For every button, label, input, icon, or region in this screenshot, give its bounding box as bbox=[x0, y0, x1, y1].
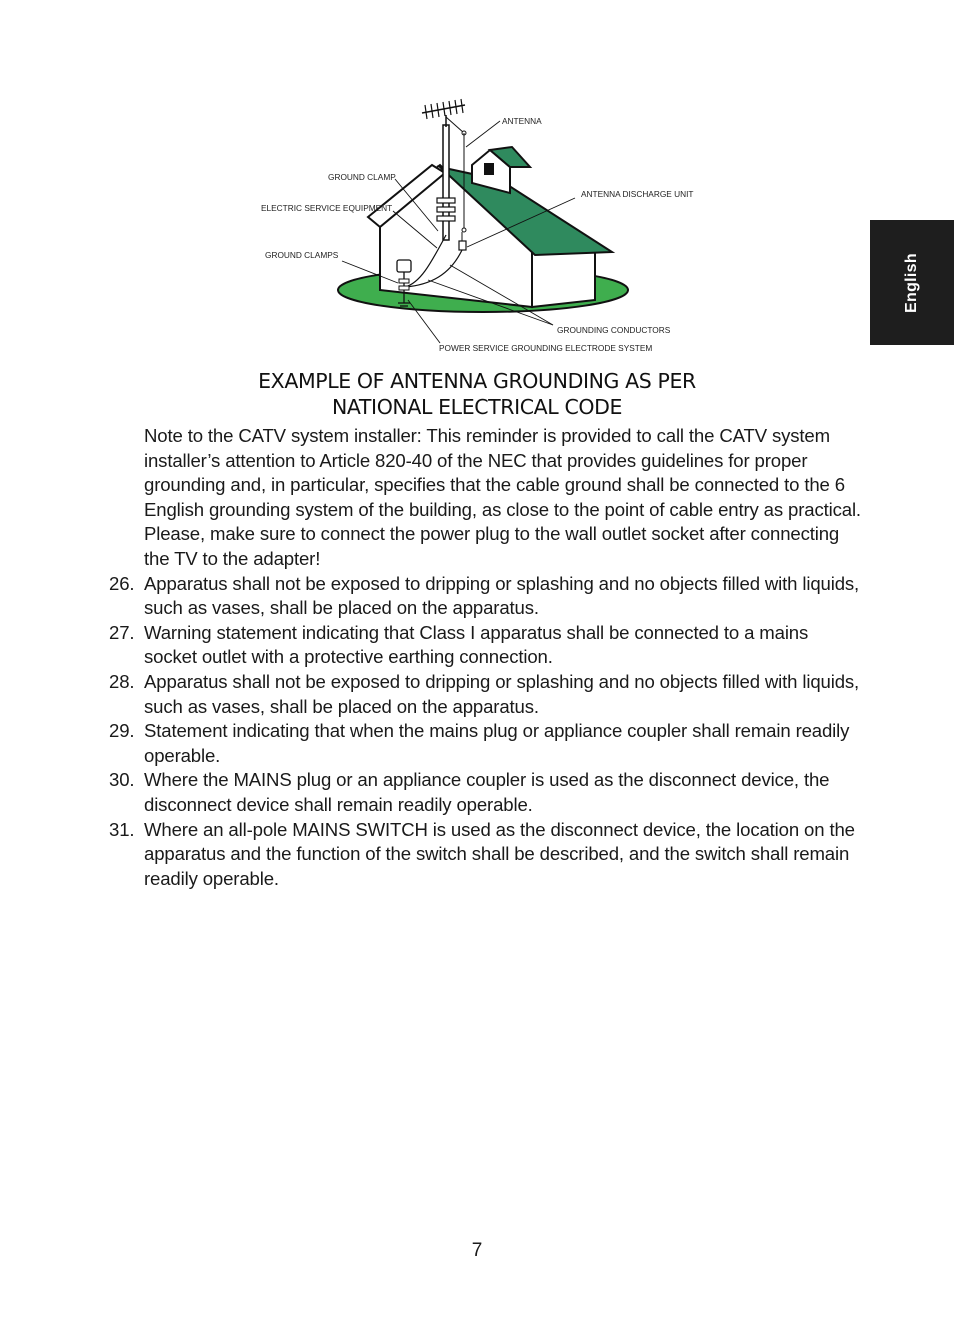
item-text: Statement indicating that when the mains plug or appliance coupler shall remain readily operable. bbox=[144, 720, 850, 766]
item-number: 26. bbox=[109, 572, 135, 594]
lead-in-clip bbox=[462, 228, 466, 232]
label-grounding-conductors: GROUNDING CONDUCTORS bbox=[557, 325, 671, 335]
list-item bbox=[109, 719, 864, 768]
caption-line-2: NATIONAL ELECTRICAL CODE bbox=[331, 395, 623, 419]
item-text: Apparatus shall not be exposed to dripping or splashing and no objects filled with liquids, such as vases, shall be placed on the apparatus. bbox=[144, 572, 860, 619]
discharge-unit bbox=[459, 241, 466, 250]
page-number: 7 bbox=[471, 1240, 483, 1261]
item-number: 28. bbox=[109, 670, 135, 692]
item-number: 27. bbox=[109, 621, 135, 643]
item-text: Where an all-pole MAINS SWITCH is used as the disconnect device, the location on the apparatus and the function of the switch shall be described, and the switch shall remain readily operable. bbox=[144, 818, 855, 889]
language-tab-label: English bbox=[903, 252, 920, 313]
antenna-grounding-diagram bbox=[250, 95, 710, 360]
item-text: Apparatus shall not be exposed to dripping or splashing and no objects filled with liquids, such as vases, shall be placed on the apparatus. bbox=[144, 670, 860, 717]
label-antenna-discharge-unit: ANTENNA DISCHARGE UNIT bbox=[581, 189, 694, 199]
label-antenna: ANTENNA bbox=[502, 116, 542, 126]
language-tab bbox=[870, 220, 954, 345]
antenna-mast bbox=[443, 125, 449, 240]
mast-clamps bbox=[437, 198, 455, 221]
dormer-window bbox=[484, 163, 494, 175]
label-power-service-grounding: POWER SERVICE GROUNDING ELECTRODE SYSTEM bbox=[439, 343, 653, 353]
antenna-elements bbox=[425, 99, 463, 119]
body-text bbox=[109, 424, 864, 891]
ground-clamp-a bbox=[399, 279, 409, 283]
list-item bbox=[109, 621, 864, 670]
item-number: 29. bbox=[109, 720, 135, 742]
item-text: Where the MAINS plug or an appliance coupler is used as the disconnect device, the disconnect device shall remain readily operable. bbox=[144, 769, 830, 815]
caption-line-1: EXAMPLE OF ANTENNA GROUNDING AS PER bbox=[258, 369, 696, 393]
label-ground-clamps: GROUND CLAMPS bbox=[265, 250, 339, 260]
item-number: 31. bbox=[109, 818, 135, 840]
item-number: 30. bbox=[109, 769, 135, 791]
installer-note: Note to the CATV system installer: This reminder is provided to call the CATV system installer’s attention to Article 820-40 of the NEC that provides guidelines for proper grounding and, in particular, specifies that the cable ground shall be connected to the 6 English grounding system of the building, as close to the point of cable entry as practical. Please, make sure to connect the power plug to the wall outlet socket after connecting the TV to the adapter! bbox=[144, 425, 861, 569]
label-electric-service-equipment: ELECTRIC SERVICE EQUIPMENT bbox=[261, 203, 393, 213]
list-item bbox=[109, 768, 864, 817]
electric-service-box bbox=[397, 260, 411, 272]
item-text: Warning statement indicating that Class I apparatus shall be connected to a mains socket outlet with a protective earthing connection. bbox=[144, 621, 809, 668]
diagram-caption bbox=[0, 368, 954, 420]
label-ground-clamp: GROUND CLAMP bbox=[328, 172, 396, 182]
ground-clamp-b bbox=[399, 286, 409, 290]
list-item bbox=[109, 572, 864, 621]
list-item bbox=[109, 818, 864, 892]
list-item bbox=[109, 670, 864, 719]
